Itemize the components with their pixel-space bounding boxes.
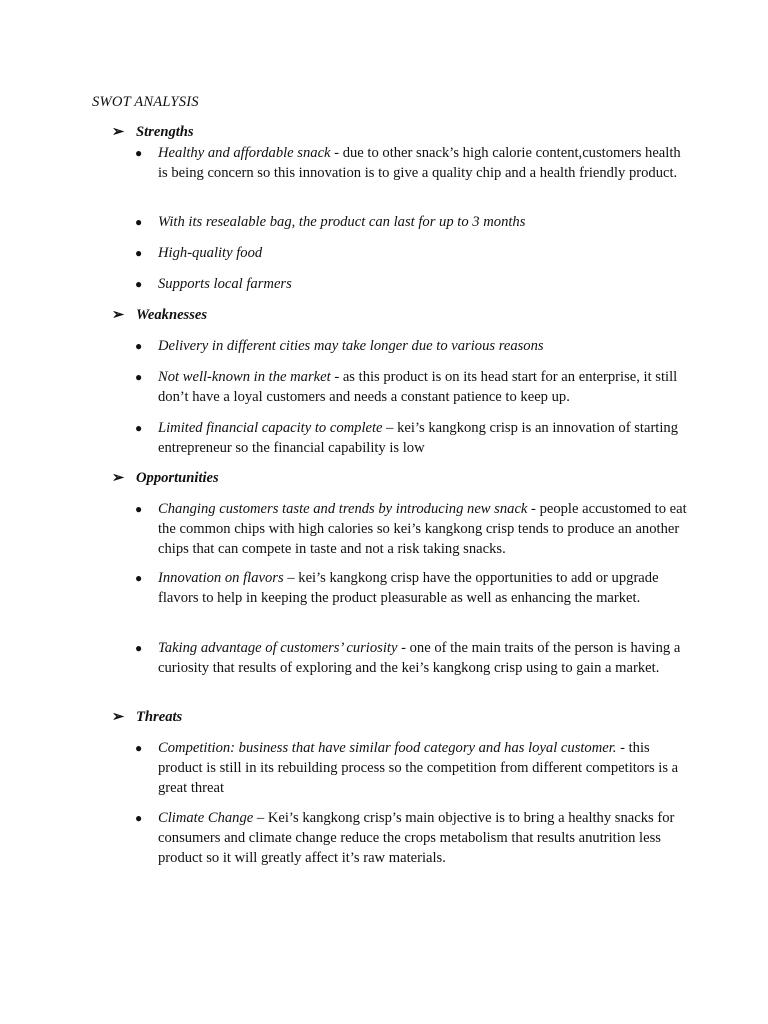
bullet-icon: ● — [135, 811, 143, 825]
bullet-icon: ● — [135, 246, 143, 260]
bullet-icon: ● — [135, 641, 143, 655]
arrow-bullet-icon: ➢ — [112, 307, 125, 323]
list-item: ● Limited financial capacity to complete – kei’s kangkong crisp is an innovation of starting entrepreneur so the financial capability is low — [135, 420, 679, 456]
list-item: ● Innovation on flavors – kei’s kangkong crisp have the opportunities to add or upgrade flavors to help in keeping the product pleasurable as well as enhancing the market. — [135, 570, 659, 606]
list-item: ● Not well-known in the market - as this product is on its head start for an enterprise, it still don’t have a loyal customers and needs a constant patience to keep up. — [135, 369, 678, 405]
bullet-icon: ● — [135, 571, 143, 585]
list-item: ● Supports local farmers — [135, 276, 292, 292]
list-item: ● Competition: business that have similar food category and has loyal customer. - this product is still in its rebuilding process so the competition from different competitors is a great threat — [135, 740, 679, 796]
document-title: SWOT ANALYSIS — [92, 94, 199, 110]
section-heading-threats: ➢ Threats — [112, 709, 183, 725]
arrow-bullet-icon: ➢ — [112, 124, 125, 140]
bullet-icon: ● — [135, 146, 143, 160]
bullet-icon: ● — [135, 339, 143, 353]
arrow-bullet-icon: ➢ — [112, 470, 125, 486]
bullet-icon: ● — [135, 502, 143, 516]
bullet-icon: ● — [135, 370, 143, 384]
bullet-icon: ● — [135, 215, 143, 229]
list-item: ● Climate Change – Kei’s kangkong crisp’s main objective is to bring a healthy snacks for consumers and climate change reduce the crops metabolism that results anutrition less product so it will greatly affect it’s raw materials. — [135, 810, 675, 866]
bullet-icon: ● — [135, 741, 143, 755]
section-heading-strengths: ➢ Strengths — [112, 124, 194, 140]
arrow-bullet-icon: ➢ — [112, 709, 125, 725]
bullet-icon: ● — [135, 421, 143, 435]
list-item: ● Healthy and affordable snack - due to other snack’s high calorie content,customers health is being concern so this innovation is to give a quality chip and a health friendly product. — [135, 145, 681, 181]
section-heading-opportunities: ➢ Opportunities — [112, 470, 219, 486]
list-item: ● Changing customers taste and trends by introducing new snack - people accustomed to eat the common chips with high calories so kei’s kangkong crisp tends to produce an another chips that can compete in taste and not a risk taking snacks. — [135, 501, 687, 557]
list-item: ● Taking advantage of customers’ curiosity - one of the main traits of the person is having a curiosity that results of exploring and the kei’s kangkong crisp using to gain a market. — [135, 640, 681, 676]
list-item: ● With its resealable bag, the product can last for up to 3 months — [135, 214, 526, 230]
list-item: ● High-quality food — [135, 245, 263, 261]
section-heading-weaknesses: ➢ Weaknesses — [112, 307, 208, 323]
list-item: ● Delivery in different cities may take longer due to various reasons — [135, 338, 544, 354]
bullet-icon: ● — [135, 277, 143, 291]
